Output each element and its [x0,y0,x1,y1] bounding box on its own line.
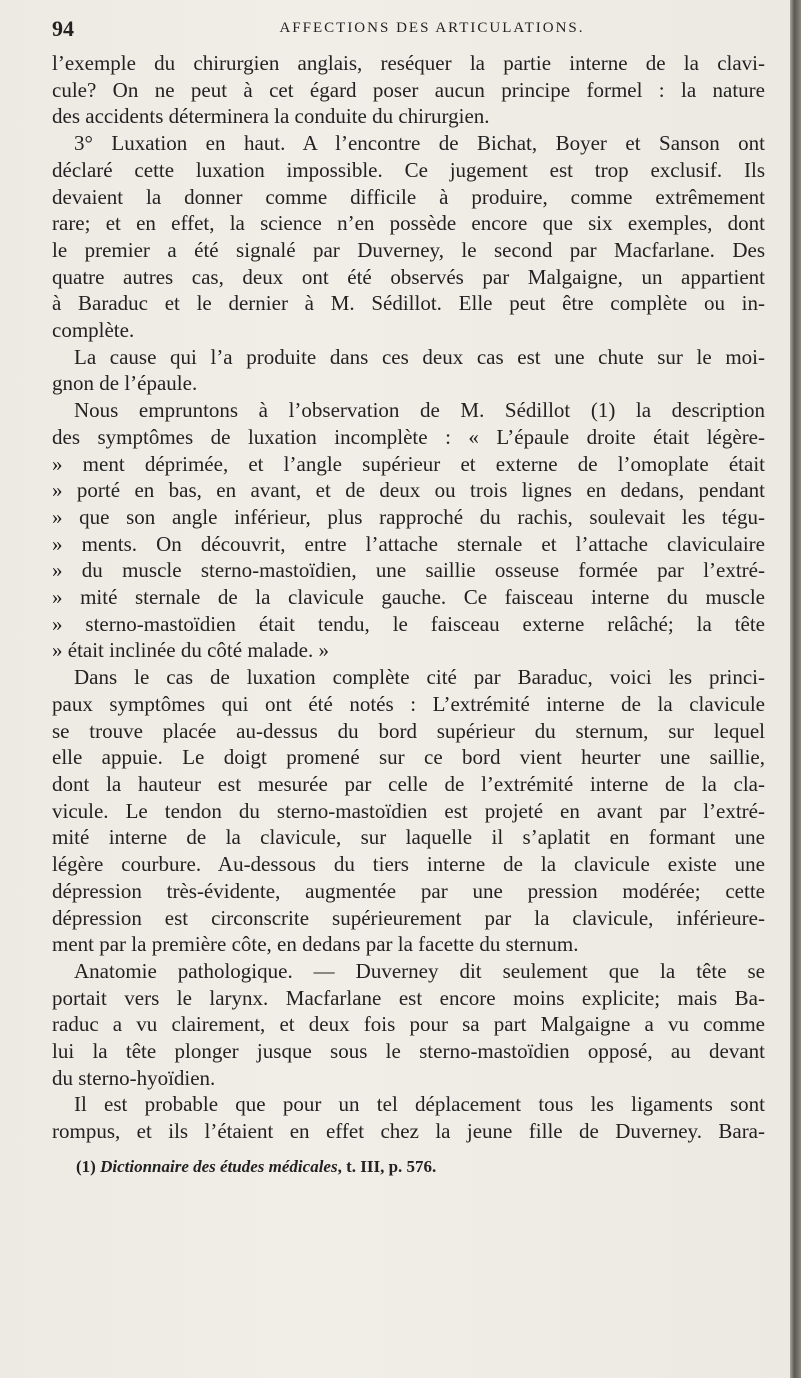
text-line: l’exemple du chirurgien anglais, reséquer la partie interne de la clavi- [52,51,765,75]
text-line: devaient la donner comme difficile à produire, comme extrêmement [52,184,765,209]
text-line: Il est probable que pour un tel déplacement tous les ligaments sont [74,1092,765,1117]
page-edge [790,0,801,1378]
footnote-marker: (1) [76,1157,96,1176]
body-text [52,50,765,1145]
text-line: Anatomie pathologique. — Duverney dit seulement que la tête se [74,958,765,983]
text-line: complète. [52,318,135,343]
text-line: déclaré cette luxation impossible. Ce jugement est trop exclusif. Ils [52,157,765,182]
text-line: légère courbure. Au-dessous du tiers interne de la clavicule existe une [52,852,765,877]
text-line: La cause qui l’a produite dans ces deux cas est une chute sur le moi- [74,344,765,369]
running-title: AFFECTIONS DES ARTICULATIONS. [279,20,585,36]
text-line: lui la tête plonger jusque sous le sterno-mastoïdien opposé, au devant [52,1039,765,1064]
text-line: dépression est circonscrite supérieurement par la clavicule, inférieure- [52,905,765,930]
page-number: 94 [52,16,74,41]
text-line: » ment déprimée, et l’angle supérieur et externe de l’omoplate était [52,451,765,476]
text-line: » mité sternale de la clavicule gauche. Ce faisceau interne du muscle [52,585,765,610]
text-line: Dans le cas de luxation complète cité par Baraduc, voici les princi- [74,665,765,690]
text-line: cule? On ne peut à cet égard poser aucun principe formel : la nature [52,77,765,102]
text-line: dont la hauteur est mesurée par celle de l’extrémité interne de la cla- [52,771,765,796]
text-line: » porté en bas, en avant, et de deux ou trois lignes en dedans, pendant [52,478,765,503]
text-line: quatre autres cas, deux ont été observés par Malgaigne, un appartient [52,264,765,289]
text-line: ment par la première côte, en dedans par la facette du sternum. [52,932,579,957]
text-line: raduc a vu clairement, et deux fois pour sa part Malgaigne a vu comme [52,1012,765,1037]
text-line: dépression très-évidente, augmentée par une pression modérée; cette [52,878,765,903]
text-line: des accidents déterminera la conduite du chirurgien. [52,104,490,129]
text-line: rare; et en effet, la science n’en possède encore que six exemples, dont [52,211,765,236]
text-line: 3° Luxation en haut. A l’encontre de Bichat, Boyer et Sanson ont [74,131,765,156]
text-line: à Baraduc et le dernier à M. Sédillot. Elle peut être complète ou in- [52,291,765,316]
text-line: du sterno-hyoïdien. [52,1065,216,1090]
text-line: mité interne de la clavicule, sur laquelle il s’aplatit en formant une [52,825,765,850]
footnote-ref: , t. III, p. 576. [337,1157,437,1176]
text-line: » ments. On découvrit, entre l’attache sternale et l’attache claviculaire [52,531,765,556]
text-line: » que son angle inférieur, plus rapproché du rachis, soulevait les tégu- [52,504,765,529]
text-line: » sterno-mastoïdien était tendu, le faisceau externe relâché; la tête [52,611,765,636]
footnote [76,1157,766,1177]
text-line: rompus, et ils l’étaient en effet chez la jeune fille de Duverney. Bara- [52,1119,765,1144]
text-line: » du muscle sterno-mastoïdien, une saillie osseuse formée par l’extré- [52,558,765,583]
text-line: Nous empruntons à l’observation de M. Sédillot (1) la description [74,398,765,423]
text-line: portait vers le larynx. Macfarlane est encore moins explicite; mais Ba- [52,985,765,1010]
text-line: le premier a été signalé par Duverney, le second par Macfarlane. Des [52,237,765,262]
text-line: vicule. Le tendon du sterno-mastoïdien est projeté en avant par l’extré- [52,798,765,823]
footnote-title: Dictionnaire des études médicales [100,1157,338,1176]
text-line: » était inclinée du côté malade. » [52,638,329,663]
text-line: des symptômes de luxation incomplète : « L’épaule droite était légère- [52,424,765,449]
text-line: elle appuie. Le doigt promené sur ce bord vient heurter une saillie, [52,745,765,770]
text-line: paux symptômes qui ont été notés : L’extrémité interne de la clavicule [52,691,765,716]
text-line: gnon de l’épaule. [52,371,198,396]
text-line: se trouve placée au-dessus du bord supérieur du sternum, sur lequel [52,718,765,743]
